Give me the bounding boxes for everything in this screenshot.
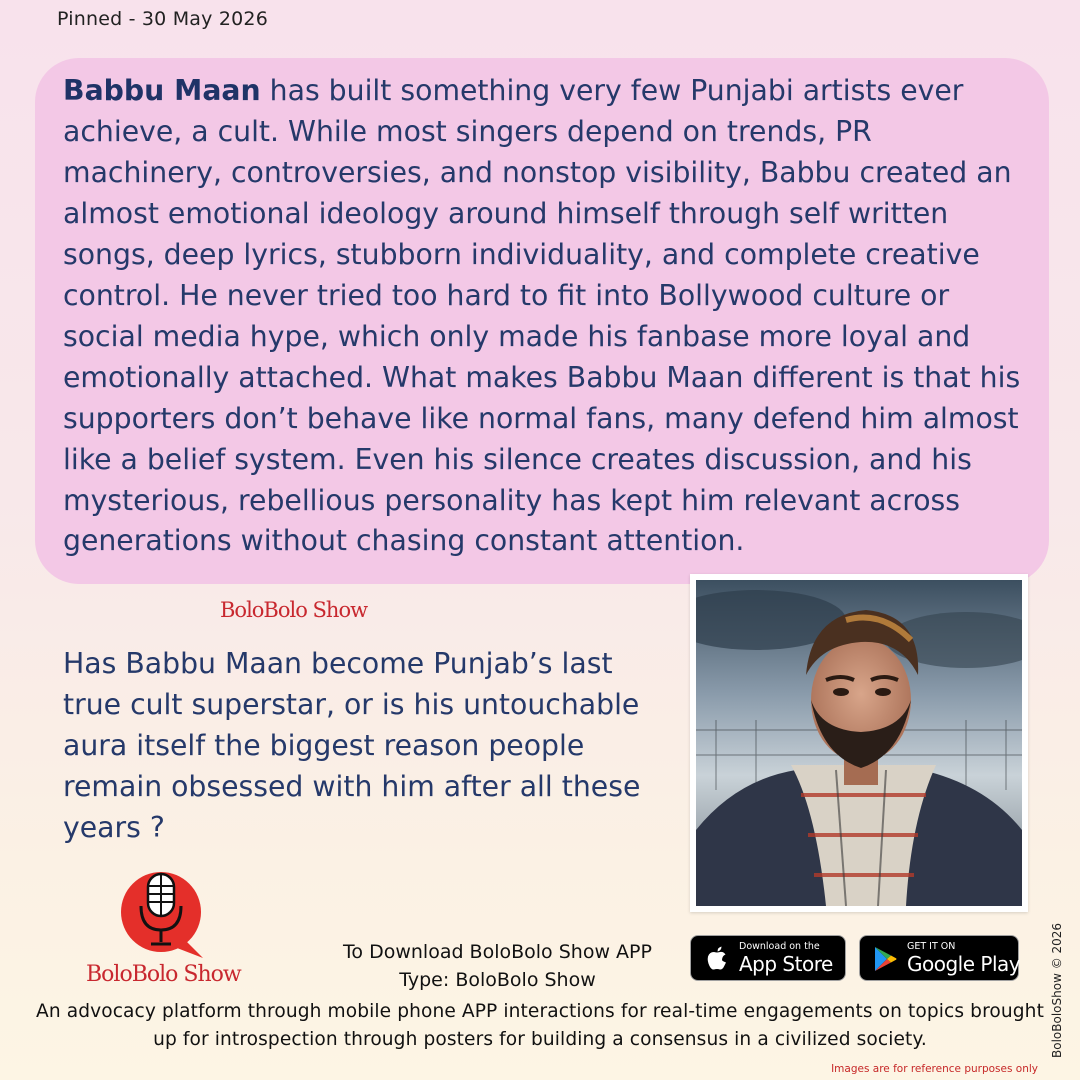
copyright-text: BoloBoloShow © 2026 (1050, 922, 1064, 1058)
platform-description: An advocacy platform through mobile phone APP interactions for real-time engagements on topics brought up for introspection through posters for building a consensus in a civilized society. (36, 1001, 1044, 1050)
app-store-label: App Store (739, 952, 833, 976)
google-play-small-label: GET IT ON (907, 941, 956, 952)
app-store-small-label: Download on the (739, 941, 820, 952)
google-play-icon (871, 945, 899, 973)
artist-portrait-image (696, 580, 1022, 906)
bolobolo-logo-wordmark: BoloBolo Show (86, 962, 241, 987)
google-play-label: Google Play (907, 952, 1021, 976)
post-body-text: has built something very few Punjabi artists ever achieve, a cult. While most singers depend on trends, PR machinery, controversies, and nonstop visibility, Babbu created an almost emotional ideology around himself through self written songs, deep lyrics, stubborn individuality, and complete creative control. He never tried too hard to fit into Bollywood culture or social media hype, which only made his fanbase more loyal and emotionally attached. What makes Babbu Maan different is that his supporters don’t behave like normal fans, many defend him almost like a belief system. Even his silence creates discussion, and his mysterious, rebellious personality has kept him relevant across generations without chasing constant attention. (63, 74, 1021, 558)
post-body (63, 71, 1033, 562)
artist-photo (690, 574, 1028, 912)
download-line-1: To Download BoloBolo Show APP (343, 941, 652, 963)
app-store-button[interactable] (690, 935, 846, 981)
download-line-2: Type: BoloBolo Show (399, 969, 596, 991)
copyright-vertical (1046, 910, 1066, 1060)
bolobolo-microphone-logo-icon (115, 868, 207, 960)
artist-name: Babbu Maan (63, 74, 261, 107)
question-text: Has Babbu Maan become Punjab’s last true cult superstar, or is his untouchable aura itself the biggest reason people remain obsessed with him after all these years ? (63, 647, 641, 844)
image-disclaimer: Images are for reference purposes only (831, 1063, 1038, 1075)
google-play-button[interactable] (859, 935, 1019, 981)
pinned-date: Pinned - 30 May 2026 (57, 8, 268, 30)
download-instructions (300, 938, 695, 994)
apple-icon (703, 945, 731, 973)
brand-wordmark: BoloBolo Show (220, 598, 368, 622)
